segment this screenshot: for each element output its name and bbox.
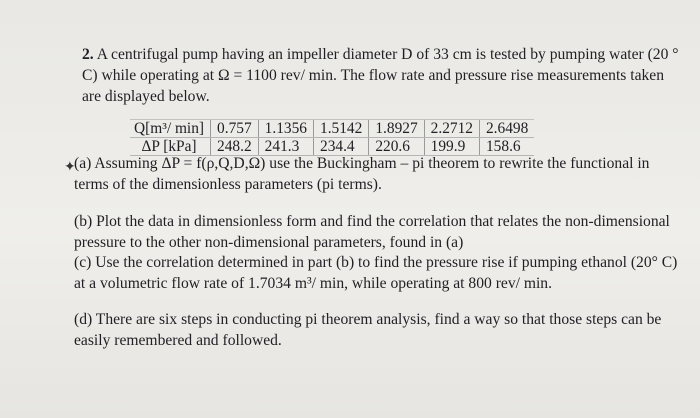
problem-number: 2. — [82, 46, 94, 63]
table-cell: 241.3 — [258, 138, 313, 156]
table-cell: 2.6498 — [479, 120, 534, 138]
problem-intro-text: A centrifugal pump having an impeller diameter D of 33 cm is tested by pumping water (20 ° C) while operating at Ω = 1100 rev/ min. The flow rate and pressure rise measurements taken are displayed below. — [82, 46, 679, 105]
table-cell: 234.4 — [314, 138, 369, 156]
table-cell: 158.6 — [479, 138, 534, 156]
table-cell: 0.757 — [211, 120, 259, 138]
table-cell: 1.8927 — [369, 120, 424, 138]
problem-intro — [82, 44, 682, 107]
table-cell: 1.5142 — [314, 120, 369, 138]
part-b: (b) Plot the data in dimensionless form and find the correlation that relates the non-dimensional pressure to the other non-dimensional parameters, found in (a) — [74, 213, 670, 251]
table-cell: 248.2 — [211, 138, 259, 156]
row-label: ΔP [kPa] — [130, 138, 211, 156]
table-cell: 199.9 — [424, 138, 479, 156]
row-label: Q[m³/ min] — [130, 120, 211, 138]
part-c: (c) Use the correlation determined in part (b) to find the pressure rise if pumping ethanol (20° C) at a volumetric flow rate of 1.7034 m³/ min, while operating at 800 rev/ min. — [74, 254, 678, 292]
part-a: (a) Assuming ΔP = f(ρ,Q,D,Ω) use the Buckingham – pi theorem to rewrite the functional in terms of the dimensionless parameters (pi terms). — [74, 155, 650, 193]
part-d: (d) There are six steps in conducting pi theorem analysis, find a way so that those steps can be easily remembered and followed. — [74, 311, 662, 349]
table-cell: 1.1356 — [258, 120, 313, 138]
table-cell: 2.2712 — [424, 120, 479, 138]
table-row — [130, 120, 534, 138]
measurement-table — [130, 119, 534, 156]
mouse-cursor-icon: ✦ — [64, 159, 76, 175]
table-cell: 220.6 — [369, 138, 424, 156]
